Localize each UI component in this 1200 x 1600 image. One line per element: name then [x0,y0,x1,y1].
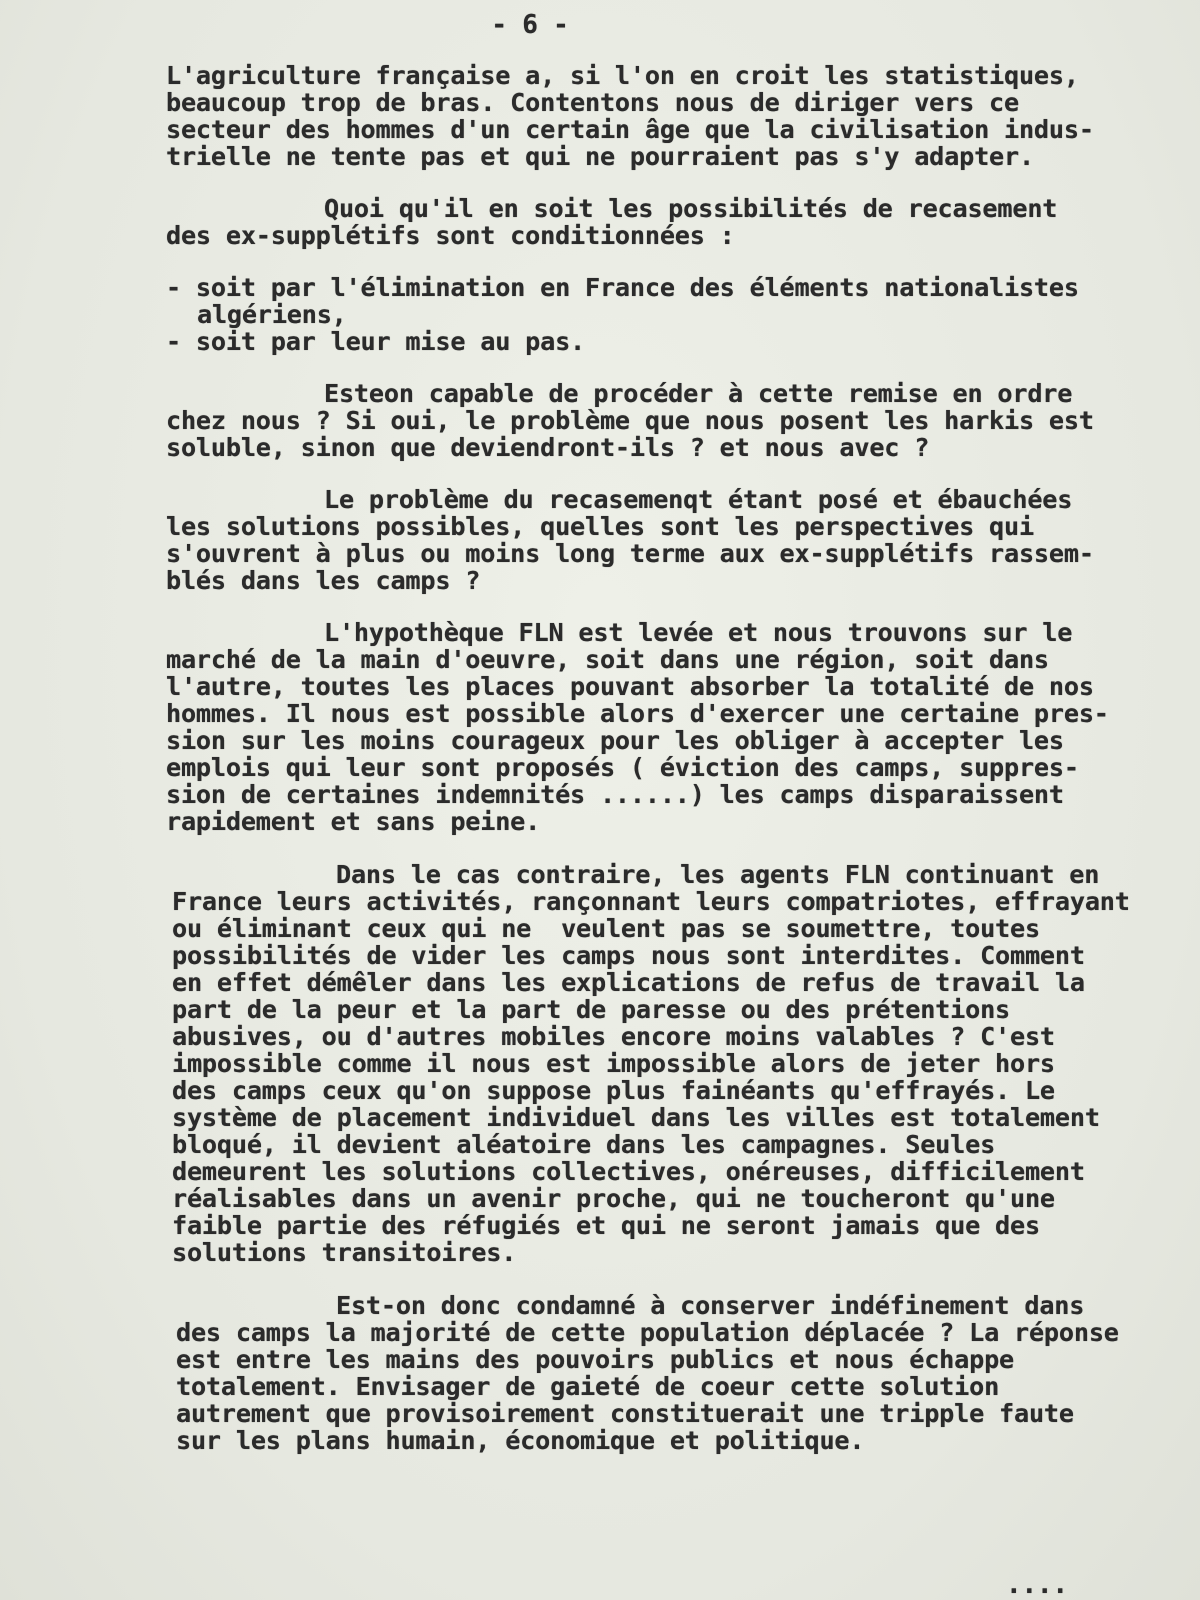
page-number: - 6 - [491,10,569,40]
body-line: des camps ceux qu'on suppose plus fainéants qu'effrayés. Le [172,1076,1055,1105]
body-line: ou éliminant ceux qui ne veulent pas se soumettre, toutes [172,914,1040,943]
body-line: l'autre, toutes les places pouvant absorber la totalité de nos [166,672,1094,701]
body-line: en effet démêler dans les explications de refus de travail la [172,968,1085,997]
body-line: beaucoup trop de bras. Contentons nous de diriger vers ce [166,88,1019,117]
body-line: Quoi qu'il en soit les possibilités de recasement [324,194,1058,223]
body-line: marché de la main d'oeuvre, soit dans une région, soit dans [166,645,1049,674]
body-line: système de placement individuel dans les villes est totalement [172,1103,1100,1132]
body-line: solutions transitoires. [172,1238,517,1267]
body-line: impossible comme il nous est impossible alors de jeter hors [172,1049,1055,1078]
body-line: France leurs activités, rançonnant leurs compatriotes, effrayant [172,887,1130,916]
body-line: sion sur les moins courageux pour les obliger à accepter les [166,726,1064,755]
body-line: hommes. Il nous est possible alors d'exercer une certaine pres- [166,699,1109,728]
body-line: Le problème du recasemenqt étant posé et ébauchées [324,485,1073,514]
body-line: sion de certaines indemnités ......) les camps disparaissent [166,780,1064,809]
body-line: des camps la majorité de cette population déplacée ? La réponse [176,1318,1119,1347]
body-line: L'hypothèque FLN est levée et nous trouvons sur le [324,618,1073,647]
body-line: rapidement et sans peine. [166,807,541,836]
body-line: faible partie des réfugiés et qui ne seront jamais que des [172,1211,1040,1240]
body-line: trielle ne tente pas et qui ne pourraient pas s'y adapter. [166,142,1034,171]
body-line: abusives, ou d'autres mobiles encore moins valables ? C'est [172,1022,1055,1051]
list-item: - soit par l'élimination en France des éléments nationalistes [166,273,1079,302]
body-line: part de la peur et la part de paresse ou des prétentions [172,995,1010,1024]
body-line: Esteon capable de procéder à cette remise en ordre [324,379,1073,408]
body-line: réalisables dans un avenir proche, qui ne toucheront qu'une [172,1184,1055,1213]
body-line: possibilités de vider les camps nous sont interdites. Comment [172,941,1085,970]
body-line: demeurent les solutions collectives, onéreuses, difficilement [172,1157,1085,1186]
body-line: s'ouvrent à plus ou moins long terme aux ex-supplétifs rassem- [166,539,1094,568]
body-line: blés dans les camps ? [166,566,481,595]
body-line: chez nous ? Si oui, le problème que nous posent les harkis est [166,406,1094,435]
body-line: des ex-supplétifs sont conditionnées : [166,221,735,250]
body-line: sur les plans humain, économique et politique. [176,1426,865,1455]
body-line: totalement. Envisager de gaieté de coeur cette solution [176,1372,1000,1401]
body-line: Dans le cas contraire, les agents FLN continuant en [336,860,1100,889]
continuation-mark: .... [1006,1570,1068,1600]
list-item-continuation: algériens, [197,300,347,329]
body-line: secteur des hommes d'un certain âge que la civilisation indus- [166,115,1094,144]
body-line: les solutions possibles, quelles sont les perspectives qui [166,512,1034,541]
body-line: Est-on donc condamné à conserver indéfinement dans [336,1291,1085,1320]
body-line: est entre les mains des pouvoirs publics et nous échappe [176,1345,1014,1374]
list-item: - soit par leur mise au pas. [166,327,585,356]
body-line: emplois qui leur sont proposés ( éviction des camps, suppres- [166,753,1079,782]
body-line: L'agriculture française a, si l'on en croit les statistiques, [166,61,1079,90]
body-line: autrement que provisoirement constituerait une tripple faute [176,1399,1074,1428]
body-line: bloqué, il devient aléatoire dans les campagnes. Seules [172,1130,996,1159]
body-line: soluble, sinon que deviendront-ils ? et nous avec ? [166,433,930,462]
